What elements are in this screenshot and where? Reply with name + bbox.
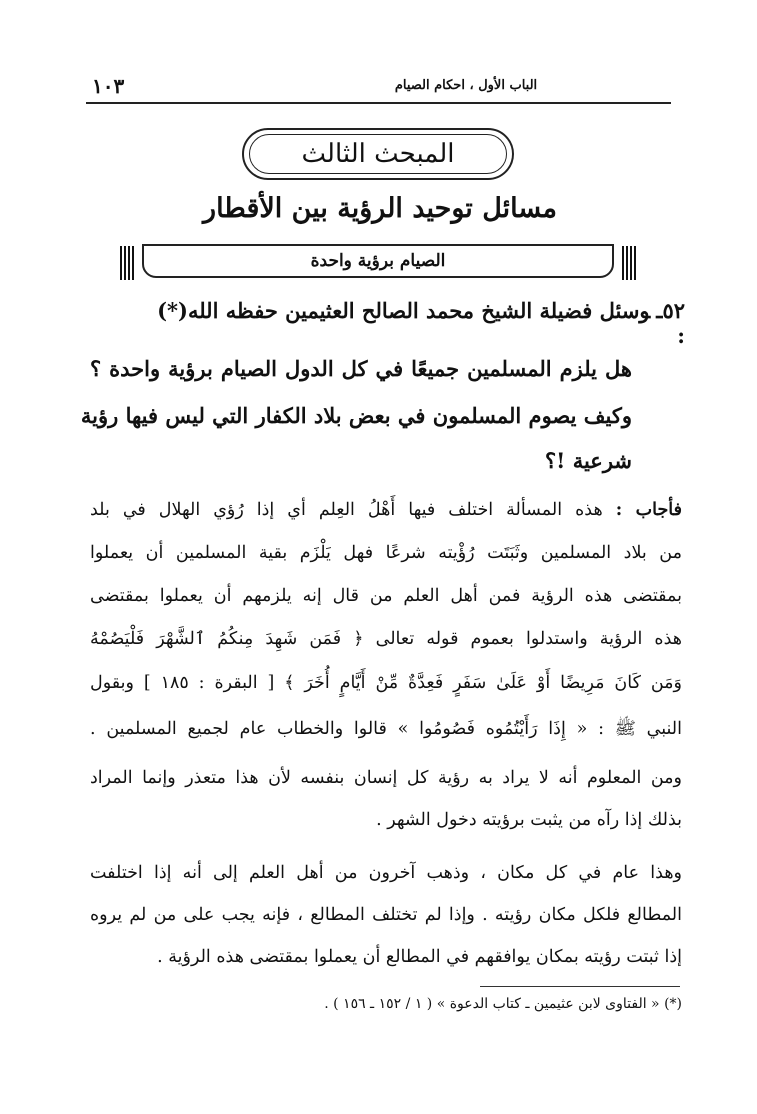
question-line: وكيف يصوم المسلمون في بعض بلاد الكفار التي ليس فيها رؤية <box>80 403 632 428</box>
answer-line: بمقتضى هذه الرؤية فمن أهل العلم من قال إنه يلزمهم أن يعملوا بمقتضى <box>90 586 682 606</box>
question-line: هل يلزم المسلمين جميعًا في كل الدول الصيام برؤية واحدة ؟ <box>90 356 632 381</box>
subheading-banner <box>120 244 636 282</box>
section-cartouche-inner <box>249 134 507 174</box>
section-label: المبحث الثالث <box>301 139 455 169</box>
answer-line <box>90 500 682 520</box>
answer-text: هذه المسألة اختلف فيها أَهْلُ العِلم أي إذا رُؤي الهلال في بلد <box>90 500 603 520</box>
answer-line: المطالع فلكل مكان رؤيته . وإذا لم تختلف المطالع ، فإنه يجب على من لم يروه <box>90 905 682 925</box>
answer-line: النبي ﷺ : « إِذَا رَأَيْتُمُوه فَصُومُوا » قالوا والخطاب عام لجميع المسلمين . <box>90 719 682 739</box>
page-number: ١٠٣ <box>92 74 125 98</box>
banner-body <box>142 244 614 278</box>
question-intro <box>150 298 685 348</box>
banner-ornament-right <box>622 246 636 280</box>
footnote-rule <box>480 986 680 987</box>
answer-line: ومن المعلوم أنه لا يراد به رؤية كل إنسان بنفسه لأن هذا متعذر وإنما المراد <box>90 768 682 788</box>
question-intro-text: وسئل فضيلة الشيخ محمد الصالح العثيمين حفظه الله(*) : <box>157 298 685 348</box>
question-line: شرعية !؟ <box>545 448 632 473</box>
section-heading: مسائل توحيد الرؤية بين الأقطار <box>203 193 557 224</box>
answer-line: وهذا عام في كل مكان ، وذهب آخرون من أهل العلم إلى أنه إذا اختلفت <box>90 863 682 883</box>
section-cartouche <box>242 128 514 180</box>
chapter-title: الباب الأول ، احكام الصيام <box>394 78 538 93</box>
answer-line: وَمَن كَانَ مَرِيضًا أَوْ عَلَىٰ سَفَرٍ فَعِدَّةٌ مِّنْ أَيَّامٍ أُخَرَ ﴾ [ البقرة : ١٨٥ ] وبقول <box>90 673 682 693</box>
subheading: الصيام برؤية واحدة <box>310 251 446 271</box>
answer-line: من بلاد المسلمين وثَبَتَت رُؤْيته شرعًا فهل يَلْزَم بقية المسلمين أن يعملوا <box>90 543 682 563</box>
question-number: ٥٢ـ <box>656 298 685 323</box>
answer-line: إذا ثبتت رؤيته بمكان يوافقهم في المطالع أن يعملوا بمقتضى هذه الرؤية . <box>157 947 682 967</box>
answer-line: بذلك إذا رآه من يثبت برؤيته دخول الشهر . <box>376 810 682 830</box>
answer-lead: فأجاب : <box>615 500 682 520</box>
answer-line: هذه الرؤية واستدلوا بعموم قوله تعالى ﴿ فَمَن شَهِدَ مِنكُمُ ٱلشَّهْرَ فَلْيَصُمْهُ <box>90 629 682 649</box>
running-header <box>86 72 671 104</box>
banner-ornament-left <box>120 246 134 280</box>
footnote: (*) « الفتاوى لابن عثيمين ـ كتاب الدعوة » ( ١ / ١٥٢ ـ ١٥٦ ) . <box>324 996 682 1012</box>
